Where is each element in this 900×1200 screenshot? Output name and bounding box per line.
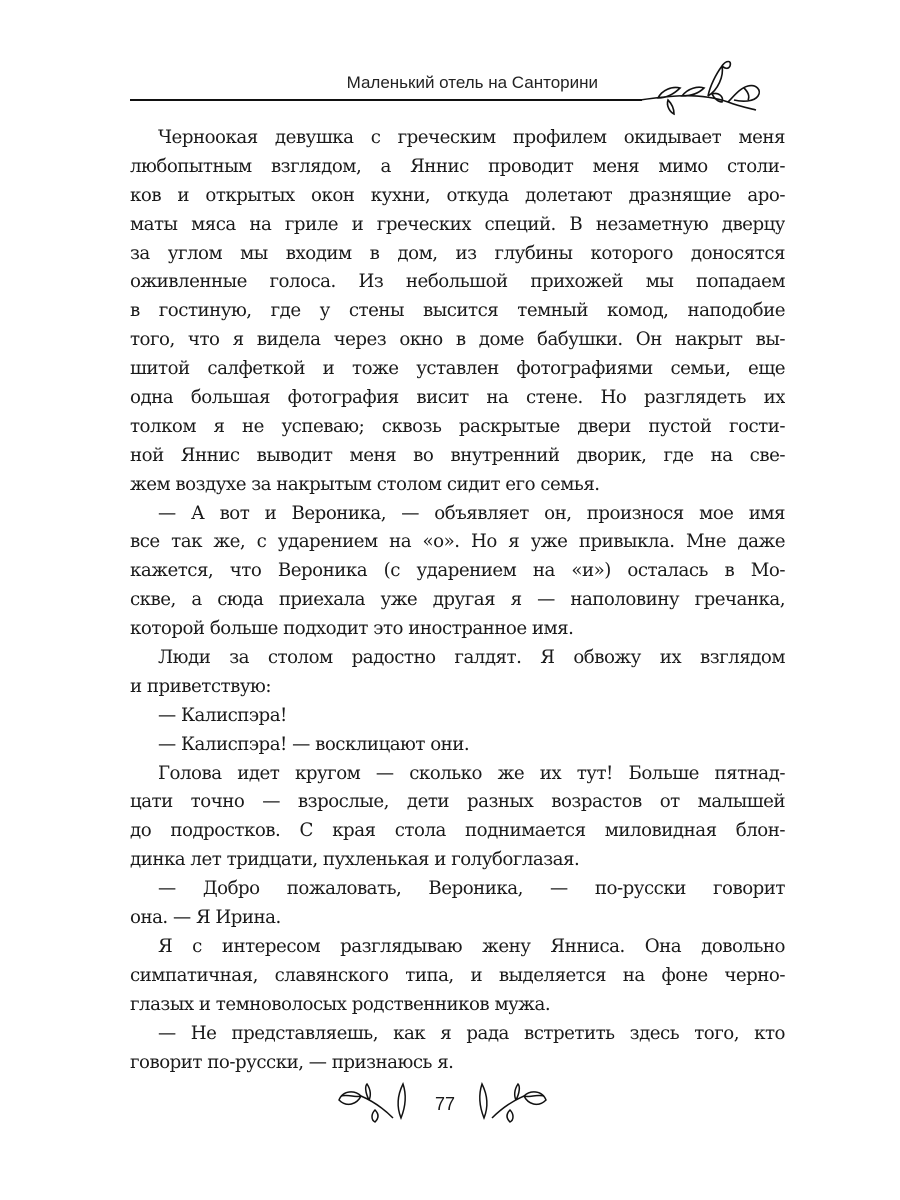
text-line: — Калиспэра! — восклицают они. <box>158 733 470 755</box>
floral-ornament-right-icon <box>470 1080 550 1124</box>
text-line: говорит по-русски, — признаюсь я. <box>130 1051 454 1073</box>
text-line: все так же, с ударением на «о». Но я уже привыкла. Мне даже <box>130 531 785 553</box>
text-line: Голова идет кругом — сколько же их тут! Больше пятнад- <box>158 762 785 784</box>
text-line: оживленные голоса. Из небольшой прихожей мы попадаем <box>130 271 785 293</box>
text-line: динка лет тридцати, пухленькая и голубоглазая. <box>130 849 580 871</box>
paragraph <box>130 933 785 1020</box>
page-number: 77 <box>434 1094 456 1114</box>
body-text <box>130 124 785 1077</box>
text-line: — Добро пожаловать, Вероника, — по-русски говорит <box>158 878 785 900</box>
paragraph <box>130 875 785 933</box>
text-line: любопытным взглядом, а Яннис проводит меня мимо столи- <box>130 155 785 177</box>
text-line: она. — Я Ирина. <box>130 907 281 929</box>
text-line: Я с интересом разглядываю жену Янниса. Она довольно <box>158 935 785 957</box>
running-header <box>130 70 650 100</box>
text-line: ной Яннис выводит меня во внутренний дворик, где на све- <box>130 444 785 466</box>
paragraph <box>130 500 785 644</box>
text-line: ков и открытых окон кухни, откуда долетают дразнящие аро- <box>130 184 785 206</box>
text-line: кажется, что Вероника (с ударением на «и») осталась в Мо- <box>130 560 785 582</box>
text-line: — Калиспэра! <box>158 704 287 726</box>
text-line: скве, а сюда приехала уже другая я — наполовину гречанка, <box>130 589 785 611</box>
paragraph <box>130 124 785 1077</box>
running-title: Маленький отель на Санторини <box>346 73 598 92</box>
floral-ornament-left-icon <box>335 1080 415 1124</box>
text-line: симпатичная, славянского типа, и выделяется на фоне черно- <box>130 964 785 986</box>
text-line: жем воздухе за накрытым столом сидит его семья. <box>130 473 600 495</box>
text-line: глазых и темноволосых родственников мужа. <box>130 993 551 1015</box>
floral-ornament-icon <box>638 56 768 116</box>
text-line: толком я не успеваю; сквозь раскрытые двери пустой гости- <box>130 415 785 437</box>
text-line: цати точно — взрослые, дети разных возрастов от малышей <box>130 791 785 813</box>
paragraph <box>130 760 785 876</box>
text-line: — А вот и Вероника, — объявляет он, произнося мое имя <box>158 502 785 524</box>
text-line: за углом мы входим в дом, из глубины которого доносятся <box>130 242 785 264</box>
text-line: в гостиную, где у стены высится темный комод, наподобие <box>130 300 785 322</box>
text-line: Люди за столом радостно галдят. Я обвожу их взглядом <box>158 647 785 669</box>
page-footer <box>0 1080 900 1130</box>
text-line: Черноокая девушка с греческим профилем окидывает меня <box>158 127 785 148</box>
header-rule <box>130 99 642 101</box>
text-line: того, что я видела через окно в доме бабушки. Он накрыт вы- <box>130 329 785 351</box>
paragraph <box>130 731 785 760</box>
text-line: одна большая фотография висит на стене. Но разглядеть их <box>130 387 785 409</box>
text-line: — Не представляешь, как я рада встретить здесь того, кто <box>158 1022 785 1044</box>
text-line: которой больше подходит это иностранное имя. <box>130 618 574 640</box>
text-line: и приветствую: <box>130 675 272 697</box>
text-line: шитой салфеткой и тоже уставлен фотографиями семьи, еще <box>130 358 785 380</box>
paragraph <box>130 644 785 702</box>
paragraph <box>130 1020 785 1078</box>
paragraph <box>130 702 785 731</box>
text-line: маты мяса на гриле и греческих специй. В незаметную дверцу <box>130 213 785 235</box>
paragraph <box>130 124 785 500</box>
text-line: до подростков. С края стола поднимается миловидная блон- <box>130 820 785 842</box>
